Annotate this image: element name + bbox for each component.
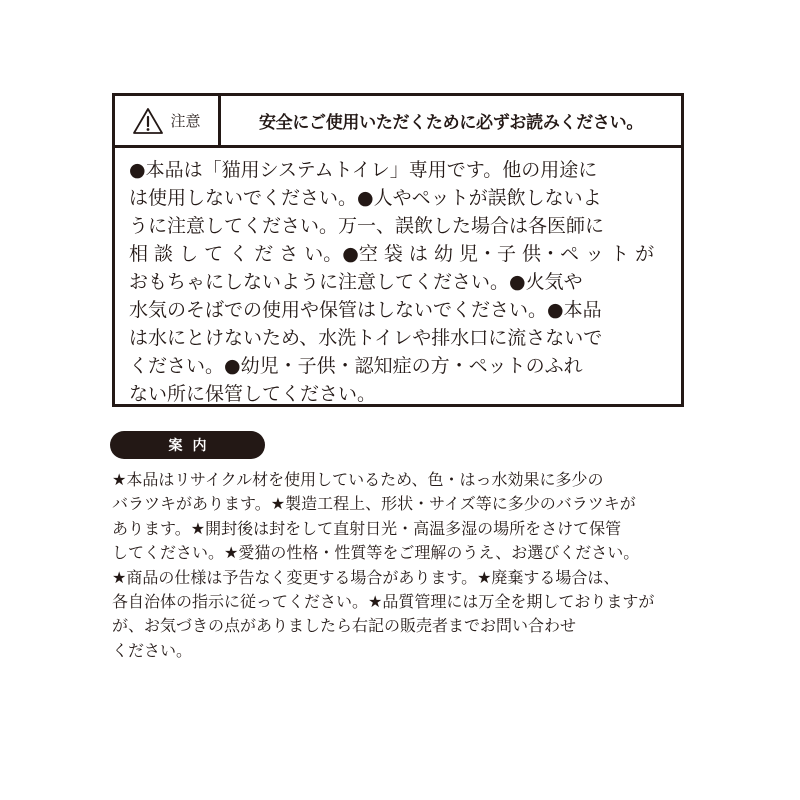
info-text-line: が、お気づきの点がありましたら右記の販売者までお問い合わせ: [112, 616, 577, 636]
caution-text-line: 相 談 し て く だ さ い。●空 袋 は 幼 児・子 供・ペ ッ ト が: [129, 243, 655, 265]
info-text-line: バラツキがあります。★製造工程上、形状・サイズ等に多少のバラツキが: [112, 494, 636, 514]
info-text-line: ★本品はリサイクル材を使用しているため、色・はっ水効果に多少の: [112, 470, 604, 489]
info-text-line: ください。: [112, 640, 193, 660]
caution-text-line: ください。●幼児・子供・認知症の方・ペットのふれ: [129, 355, 583, 377]
caution-text-line: は水にとけないため、水洗トイレや排水口に流さないで: [129, 327, 603, 349]
info-heading-pill: 案内: [110, 431, 265, 459]
info-text-line: あります。★開封後は封をして直射日光・高温多湿の場所をさけて保管: [112, 518, 622, 538]
caution-box: [112, 93, 684, 407]
caution-label: 注意: [170, 112, 201, 130]
caution-text-line: ●本品は「猫用システムトイレ」専用です。他の用途に: [129, 159, 598, 181]
caution-body: [129, 156, 669, 408]
caution-text-line: うに注意してください。万一、誤飲した場合は各医師に: [129, 215, 605, 237]
caution-text-line: おもちゃにしないように注意してください。●火気や: [129, 271, 583, 293]
caution-text-line: 水気のそばでの使用や保管はしないでください。●本品: [129, 299, 602, 321]
info-text-line: してください。★愛猫の性格・性質等をご理解のうえ、お選びください。: [112, 543, 640, 563]
caution-label-cell: [115, 96, 221, 145]
caution-text-line: ない所に保管してください。: [129, 383, 377, 405]
caution-header: [115, 96, 681, 148]
caution-text-line: は使用しないでください。●人やペットが誤飲しないよ: [129, 187, 602, 209]
info-text-line: 各自治体の指示に従ってください。★品質管理には万全を期しておりますが: [112, 591, 655, 611]
info-text-line: ★商品の仕様は予告なく変更する場合があります。★廃棄する場合は、: [112, 567, 620, 587]
info-body: [112, 468, 692, 663]
warning-triangle-icon: [132, 107, 164, 135]
caution-title: 安全にご使用いただくために必ずお読みください。: [258, 113, 644, 133]
